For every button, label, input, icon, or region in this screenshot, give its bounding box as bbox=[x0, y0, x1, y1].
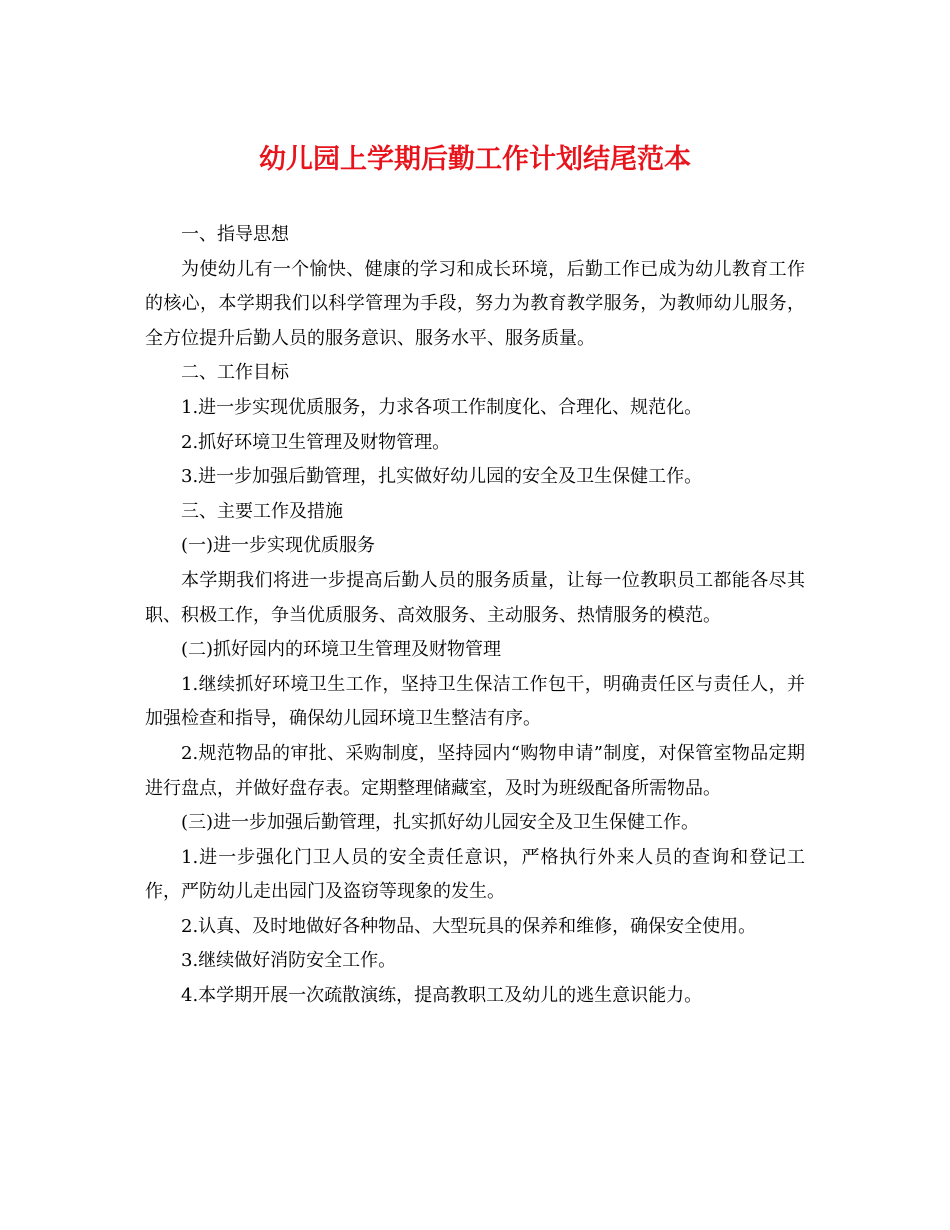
heading-work-goals: 二、工作目标 bbox=[181, 362, 289, 384]
document-title: 幼儿园上学期后勤工作计划结尾范本 bbox=[259, 144, 691, 175]
safety-item-1: 1.进一步强化门卫人员的安全责任意识，严格执行外来人员的查询和登记工作，严防幼儿走出园门及盗窃等现象的发生。 bbox=[145, 846, 805, 903]
heading-main-work: 三、主要工作及措施 bbox=[181, 500, 343, 522]
subheading-quality-service: (一)进一步实现优质服务 bbox=[181, 535, 376, 557]
safety-item-2: 2.认真、及时地做好各种物品、大型玩具的保养和维修，确保安全使用。 bbox=[181, 915, 757, 937]
paragraph-guiding-ideology: 为使幼儿有一个愉快、健康的学习和成长环境，后勤工作已成为幼儿教育工作的核心，本学期我们以科学管理为手段，努力为教育教学服务，为教师幼儿服务，全方位提升后勤人员的服务意识、服务水平、服务质量。 bbox=[145, 258, 805, 349]
goal-item-3: 3.进一步加强后勤管理，扎实做好幼儿园的安全及卫生保健工作。 bbox=[181, 466, 703, 488]
goal-item-1: 1.进一步实现优质服务，力求各项工作制度化、合理化、规范化。 bbox=[181, 396, 703, 418]
heading-guiding-ideology: 一、指导思想 bbox=[181, 224, 289, 245]
environment-item-2: 2.规范物品的审批、采购制度，坚持园内“购物申请”制度，对保管室物品定期进行盘点，并做好盘存表。定期整理储藏室，及时为班级配备所需物品。 bbox=[145, 742, 805, 799]
environment-item-1: 1.继续抓好环境卫生工作，坚持卫生保洁工作包干，明确责任区与责任人，并加强检查和指导，确保幼儿园环境卫生整洁有序。 bbox=[145, 673, 805, 730]
subheading-safety-management: (三)进一步加强后勤管理，扎实抓好幼儿园安全及卫生保健工作。 bbox=[181, 812, 700, 834]
document-body bbox=[145, 218, 805, 1014]
paragraph-quality-service: 本学期我们将进一步提高后勤人员的服务质量，让每一位教职员工都能各尽其职、积极工作，争当优质服务、高效服务、主动服务、热情服务的模范。 bbox=[145, 569, 805, 626]
safety-item-3: 3.继续做好消防安全工作。 bbox=[181, 950, 397, 972]
safety-item-4: 4.本学期开展一次疏散演练，提高教职工及幼儿的逃生意识能力。 bbox=[181, 985, 703, 1007]
goal-item-2: 2.抓好环境卫生管理及财物管理。 bbox=[181, 431, 451, 453]
subheading-environment-management: (二)抓好园内的环境卫生管理及财物管理 bbox=[181, 639, 502, 661]
